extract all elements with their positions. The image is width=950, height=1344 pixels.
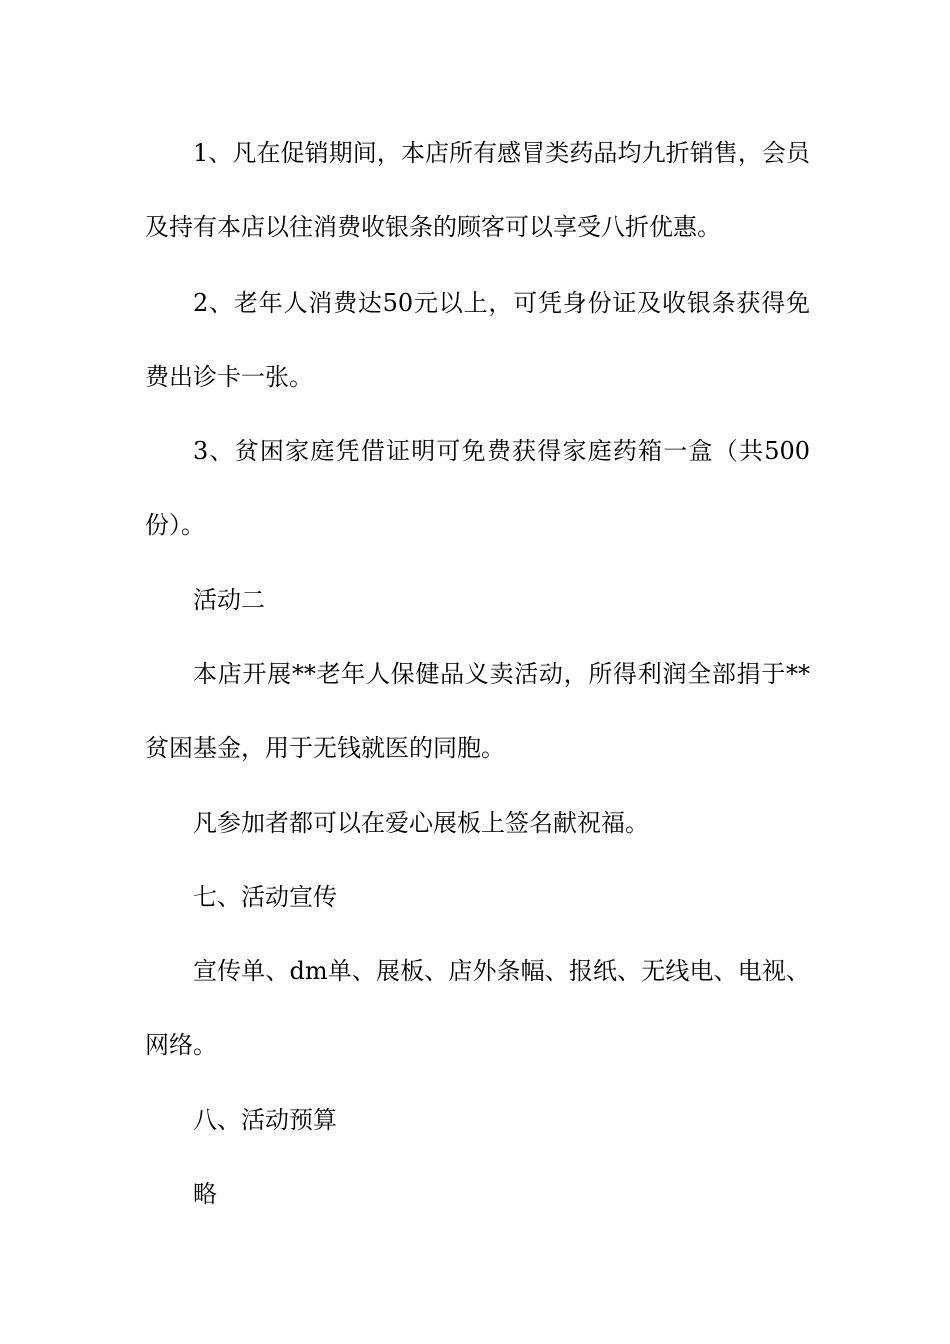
paragraph-promo-discount: 1、凡在促销期间，本店所有感冒类药品均九折销售，会员及持有本店以往消费收银条的顾客可以享受八折优惠。 (145, 139, 810, 241)
heading-section-eight: 八、活动预算 (193, 1106, 337, 1134)
heading-section-seven: 七、活动宣传 (193, 883, 337, 911)
paragraph-budget-omitted: 略 (193, 1180, 217, 1208)
paragraph-charity-sale: 本店开展**老年人保健品义卖活动，所得利润全部捐于**贫困基金，用于无钱就医的同胞。 (145, 660, 810, 762)
paragraph-poor-family-kit: 3、贫困家庭凭借证明可免费获得家庭药箱一盒（共500份）。 (145, 437, 810, 539)
paragraph-publicity-channels: 宣传单、dm单、展板、店外条幅、报纸、无线电、电视、网络。 (145, 957, 810, 1059)
heading-activity-two: 活动二 (193, 586, 265, 614)
paragraph-sign-wishes: 凡参加者都可以在爱心展板上签名献祝福。 (193, 809, 649, 837)
paragraph-elderly-card: 2、老年人消费达50元以上，可凭身份证及收银条获得免费出诊卡一张。 (145, 289, 810, 391)
